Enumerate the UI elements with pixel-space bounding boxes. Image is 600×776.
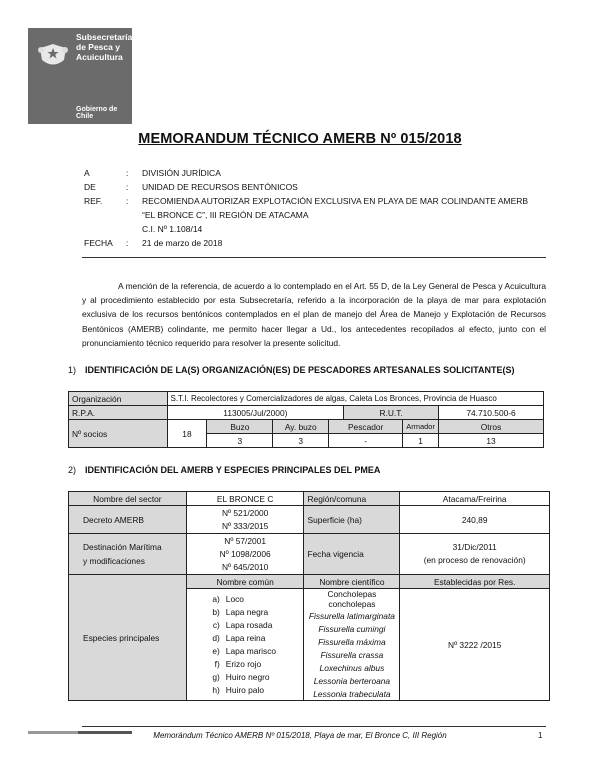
coat-of-arms-icon <box>36 42 70 70</box>
sector-label: Nombre del sector <box>69 492 187 506</box>
body-paragraph: A mención de la referencia, de acuerdo a lo contemplado en el Art. 55 D, de la Ley General de Pesca y Acuicultura y al procedimiento establecido por esta Subsecretaría, referido a la incorporación de la playa de mar para explotación exclusiva de los recursos bentónicos contemplados en el plan de manejo del Área de Manejo y Explotación de Recursos Bentónicos (AMERB) colindante, me permito hacer llegar a Ud., los antecedentes recopilados al efecto, junto con el pronunciamiento técnico requerido para resolver la presente solicitud. <box>82 281 546 348</box>
species-scientific: Lessonia berteroana <box>313 675 391 686</box>
count-cell: - <box>329 434 403 448</box>
logo-gov-text: Gobierno de Chile <box>76 106 118 120</box>
list-item: d) Lapa reina <box>187 632 304 645</box>
header-key: REF. <box>84 196 103 206</box>
destinacion-label <box>69 534 187 575</box>
destinacion-line: Nº 1098/2006 <box>219 548 271 559</box>
decreto-line: Nº 521/2000 <box>221 507 269 518</box>
organization-table <box>68 391 544 448</box>
resolution-value: Nº 3222 /2015 <box>400 589 550 701</box>
section-2-heading <box>68 465 380 475</box>
species-common-list <box>187 593 304 697</box>
institution-logo <box>28 28 132 124</box>
cat-cell: Ay. buzo <box>273 420 329 434</box>
decreto-values <box>186 506 304 534</box>
species-common: Lapa marisco <box>225 646 277 656</box>
species-scientific: Fissurella crassa <box>320 649 384 660</box>
page-number: 1 <box>538 731 543 740</box>
list-item: f) Erizo rojo <box>187 658 304 671</box>
socios-label: Nº socios <box>69 420 168 448</box>
vigencia-label: Fecha vigencia <box>304 534 400 575</box>
cat-cell: Buzo <box>207 420 273 434</box>
header-key: A <box>84 168 90 178</box>
count-cell: 3 <box>273 434 329 448</box>
species-scientific: Fissurella latimarginata <box>308 610 395 621</box>
destinacion-values <box>186 534 304 575</box>
rut-label: R.U.T. <box>344 406 439 420</box>
destinacion-label-line: Destinación Marítima <box>83 542 162 552</box>
header-value: “EL BRONCE C”, III REGIÓN DE ATACAMA <box>142 210 309 220</box>
rpa-label: R.P.A. <box>69 406 168 420</box>
species-common-cell <box>186 589 304 701</box>
amerb-table <box>68 491 550 701</box>
species-common: Huiro palo <box>225 685 264 695</box>
cat-cell: Armador <box>403 420 439 434</box>
section-number: 1) <box>68 365 77 375</box>
footer-text: Memorándum Técnico AMERB Nº 015/2018, Playa de mar, El Bronce C, III Región <box>153 731 447 740</box>
vigencia-note: (en proceso de renovación) <box>423 555 526 565</box>
logo-org-text: Subsecretaría de Pesca y Acuicultura <box>76 32 133 62</box>
species-common: Lapa negra <box>225 607 269 617</box>
species-scientific: Concholepas concholepas <box>327 589 377 609</box>
decreto-line: Nº 333/2015 <box>221 520 269 531</box>
rpa-value: 113005/Jul/2000) <box>167 406 344 420</box>
species-common: Lapa rosada <box>225 620 273 630</box>
list-item: c) Lapa rosada <box>187 619 304 632</box>
org-label: Organización <box>69 392 168 406</box>
document-title: MEMORANDUM TÉCNICO AMERB Nº 015/2018 <box>138 131 462 147</box>
header-value: C.I. Nº 1.108/14 <box>142 224 203 234</box>
col-res: Establecidas por Res. <box>400 575 550 589</box>
header-value: DIVISIÓN JURÍDICA <box>142 168 221 178</box>
species-scientific-cell <box>304 589 400 701</box>
count-cell: 3 <box>207 434 273 448</box>
list-item: e) Lapa marisco <box>187 645 304 658</box>
section-title: IDENTIFICACIÓN DE LA(S) ORGANIZACIÓN(ES) DE PESCADORES ARTESANALES SOLICITANTE(S) <box>85 365 515 375</box>
count-cell: 1 <box>403 434 439 448</box>
species-common: Huiro negro <box>225 672 270 682</box>
especies-label: Especies principales <box>69 575 187 701</box>
species-scientific: Loxechinus albus <box>319 662 385 673</box>
header-value: RECOMIENDA AUTORIZAR EXPLOTACIÓN EXCLUSIVA EN PLAYA DE MAR COLINDANTE AMERB <box>142 196 529 206</box>
destinacion-line: Nº 645/2010 <box>221 561 269 572</box>
decreto-label: Decreto AMERB <box>69 506 187 534</box>
header-divider <box>82 257 546 258</box>
region-value: Atacama/Freirina <box>400 492 550 506</box>
section-number: 2) <box>68 465 77 475</box>
destinacion-label-line: y modificaciones <box>83 556 145 566</box>
header-value: UNIDAD DE RECURSOS BENTÓNICOS <box>142 182 298 192</box>
species-scientific-list <box>304 589 399 700</box>
socios-total: 18 <box>167 420 207 448</box>
footer-divider <box>82 726 546 727</box>
memo-header: A : DIVISIÓN JURÍDICA DE : UNIDAD DE RECURSOS BENTÓNICOS REF. : RECOMIENDA AUTORIZAR EXPLOTACIÓN EXCLUSIVA EN PLAYA DE MAR COLINDANTE AMERB “EL BRONCE C”, III REGIÓN DE ATACAMA C.I. Nº 1.108/14 FECHA : 21 de marzo de 2018 <box>84 168 529 248</box>
species-common: Lapa reina <box>225 633 266 643</box>
superficie-value: 240,89 <box>400 506 550 534</box>
vigencia-date: 31/Dic/2011 <box>452 542 497 552</box>
header-key: DE <box>84 182 96 192</box>
col-cientifico: Nombre científico <box>304 575 400 589</box>
species-scientific: Lessonia trabeculata <box>313 688 391 699</box>
col-comun: Nombre común <box>186 575 304 589</box>
species-common: Loco <box>225 594 244 604</box>
section-title: IDENTIFICACIÓN DEL AMERB Y ESPECIES PRINCIPALES DEL PMEA <box>85 465 381 475</box>
list-item: h) Huiro palo <box>187 684 304 697</box>
list-item: a) Loco <box>187 593 304 606</box>
rut-value: 74.710.500-6 <box>439 406 544 420</box>
vigencia-values <box>400 534 550 575</box>
org-value: S.T.I. Recolectores y Comercializadores de algas, Caleta Los Bronces, Provincia de Huasco <box>167 392 544 406</box>
count-cell: 13 <box>439 434 544 448</box>
destinacion-line: Nº 57/2001 <box>224 535 266 546</box>
list-item: g) Huiro negro <box>187 671 304 684</box>
header-value: 21 de marzo de 2018 <box>142 238 223 248</box>
header-key: FECHA <box>84 238 113 248</box>
species-scientific: Fissurella máxima <box>318 636 386 647</box>
species-common: Erizo rojo <box>225 659 262 669</box>
list-item: b) Lapa negra <box>187 606 304 619</box>
sector-value: EL BRONCE C <box>186 492 304 506</box>
superficie-label: Superficie (ha) <box>304 506 400 534</box>
section-1-heading <box>68 365 515 375</box>
cat-cell: Pescador <box>329 420 403 434</box>
region-label: Región/comuna <box>304 492 400 506</box>
species-scientific: Fissurella cumingi <box>318 623 386 634</box>
cat-cell: Otros <box>439 420 544 434</box>
